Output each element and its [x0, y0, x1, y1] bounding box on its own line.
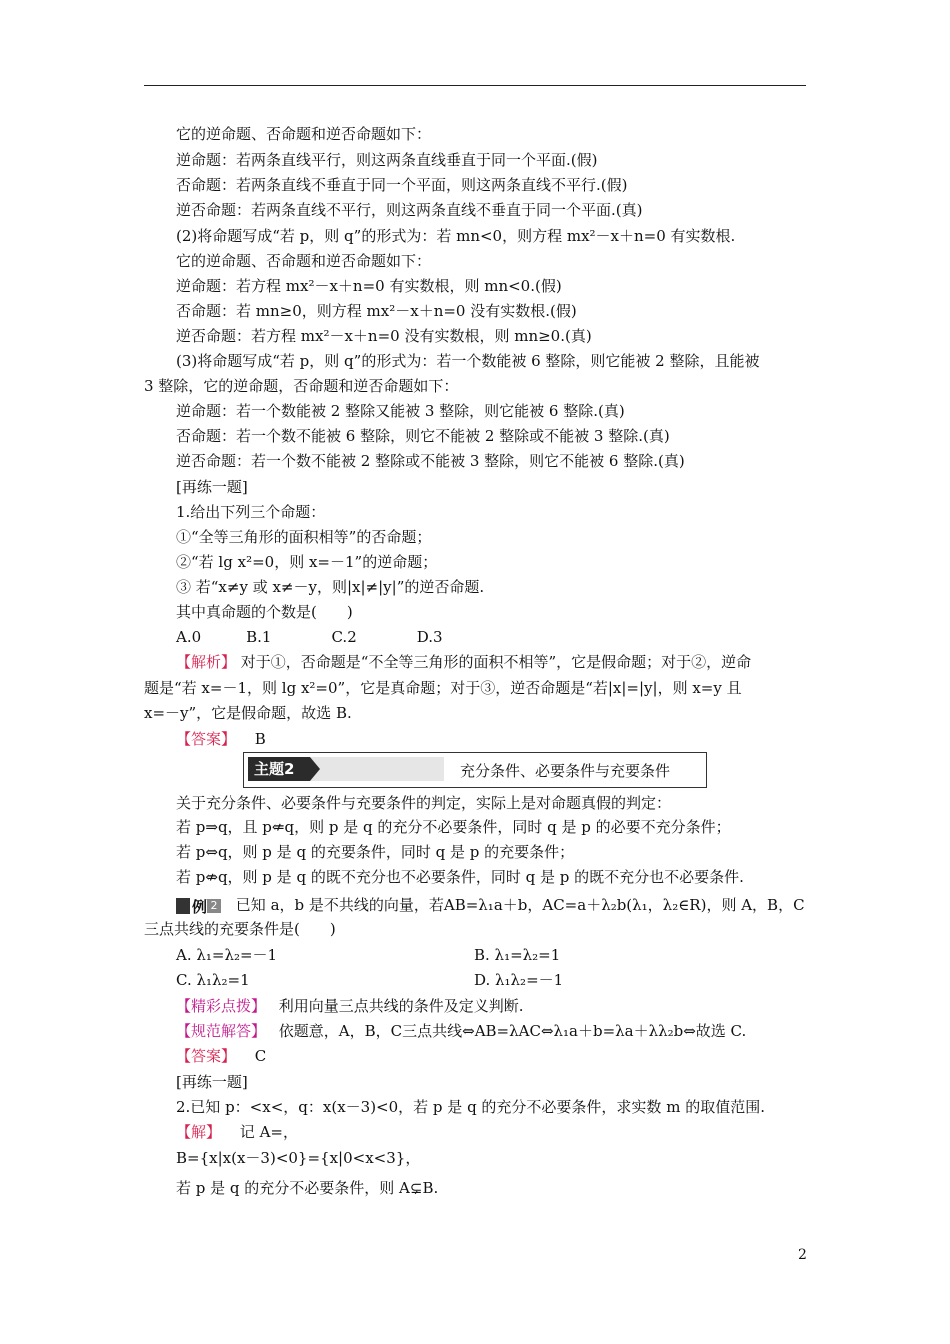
text-line: 三点共线的充要条件是( )	[144, 920, 336, 938]
topic-arrow-icon	[310, 757, 320, 781]
text-line: 否命题：若两条直线不垂直于同一个平面，则这两条直线不平行.(假)	[176, 176, 628, 194]
header-rule	[144, 85, 806, 86]
text-line: 它的逆命题、否命题和逆否命题如下：	[176, 125, 432, 143]
text-line: 若 p 是 q 的充分不必要条件，则 A⊊B.	[176, 1179, 439, 1197]
analysis-text: 对于①，否命题是“不全等三角形的面积不相等”，它是假命题；对于②，逆命	[240, 653, 752, 671]
solve-text: 记 A=，	[239, 1123, 298, 1141]
text-line: ①“全等三角形的面积相等”的否命题；	[176, 528, 432, 546]
text-line: 逆命题：若两条直线平行，则这两条直线垂直于同一个平面.(假)	[176, 151, 598, 169]
text-line: ③ 若“x≠y 或 x≠－y，则|x|≠|y|”的逆否命题.	[176, 578, 485, 596]
option-item: D. λ₁λ₂=－1	[474, 971, 564, 989]
text-line: 它的逆命题、否命题和逆否命题如下：	[176, 252, 432, 270]
topic-tag: 主题2	[248, 757, 310, 781]
text-line: 若 p⇒q，且 p⇍q，则 p 是 q 的充分不必要条件，同时 q 是 p 的必要不充分条件；	[176, 818, 731, 836]
text-line: 逆命题：若一个数能被 2 整除又能被 3 整除，则它能被 6 整除.(真)	[176, 402, 625, 420]
topic-title: 充分条件、必要条件与充要条件	[460, 762, 671, 780]
text-line: 关于充分条件、必要条件与充要条件的判定，实际上是对命题真假的判定：	[176, 794, 672, 812]
example-number: 2	[207, 899, 221, 913]
answer-label: 【答案】	[176, 730, 237, 748]
text-line: A. λ₁=λ₂=－1	[176, 946, 278, 964]
insight-line	[176, 996, 524, 1016]
text-line: 1.给出下列三个命题：	[176, 503, 326, 521]
text-line: B={x|x(x－3)<0}={x|0<x<3}，	[176, 1149, 421, 1167]
topic-banner	[243, 752, 707, 788]
text-line: 题是“若 x=－1，则 lg x²=0”，它是真命题；对于③，逆否命题是“若|x|=|y|，则 x=y 且	[144, 679, 742, 697]
answer-label-2: 【答案】	[176, 1047, 237, 1065]
insight-text: 利用向量三点共线的条件及定义判断.	[278, 997, 524, 1015]
text-line: C. λ₁λ₂=1	[176, 971, 250, 989]
text-line: 否命题：若一个数不能被 6 整除，则它不能被 2 整除或不能被 3 整除.(真)	[176, 427, 670, 445]
option-item: B. λ₁=λ₂=1	[474, 946, 561, 964]
answer-line-2	[176, 1046, 266, 1066]
example-label: 例	[192, 897, 208, 916]
answer-value: B	[254, 730, 266, 748]
solution-line	[176, 1021, 746, 1041]
text-line: (3)将命题写成“若 p，则 q”的形式为：若一个数能被 6 整除，则它能被 2 整除，且能被	[176, 352, 760, 370]
answer-line-1	[176, 729, 266, 749]
text-line: (2)将命题写成“若 p，则 q”的形式为：若 mn<0，则方程 mx²－x＋n=0 有实数根.	[176, 227, 736, 245]
text-line: x=－y”，它是假命题，故选 B.	[144, 704, 352, 722]
insight-label: 【精彩点拨】	[176, 997, 267, 1015]
text-line: 逆否命题：若两条直线不平行，则这两条直线不垂直于同一个平面.(真)	[176, 201, 643, 219]
text-line: [再练一题]	[176, 478, 248, 496]
example-text: 已知 a，b 是不共线的向量，若AB=λ₁a＋b，AC=a＋λ₂b(λ₁，λ₂∈R)，则 A，B，C	[235, 896, 805, 914]
text-line: 3 整除，它的逆命题，否命题和逆否命题如下：	[144, 377, 459, 395]
solve-line	[176, 1122, 298, 1142]
text-line: 若 p⇔q，则 p 是 q 的充要条件，同时 q 是 p 的充要条件；	[176, 843, 575, 861]
analysis-line	[176, 652, 751, 672]
example-line	[176, 894, 805, 917]
analysis-label: 【解析】	[176, 653, 237, 671]
text-line: 否命题：若 mn≥0，则方程 mx²－x＋n=0 没有实数根.(假)	[176, 302, 577, 320]
text-line: 逆否命题：若一个数不能被 2 整除或不能被 3 整除，则它不能被 6 整除.(真)	[176, 452, 685, 470]
example-marker-icon	[176, 898, 190, 914]
text-line: [再练一题]	[176, 1073, 248, 1091]
solution-text: 依题意，A，B，C三点共线⇔AB=λAC⇔λ₁a＋b=λa＋λλ₂b⇔故选 C.	[278, 1022, 747, 1040]
answer-value-2: C	[254, 1047, 267, 1065]
text-line: ②“若 lg x²=0，则 x=－1”的逆命题；	[176, 553, 438, 571]
text-line: 其中真命题的个数是( )	[176, 603, 353, 621]
text-line: 逆否命题：若方程 mx²－x＋n=0 没有实数根，则 mn≥0.(真)	[176, 327, 592, 345]
solution-label: 【规范解答】	[176, 1022, 267, 1040]
solve-label: 【解】	[176, 1123, 222, 1141]
text-line: 2.已知 p：<x<，q：x(x－3)<0，若 p 是 q 的充分不必要条件，求实数 m 的取值范围.	[176, 1098, 765, 1116]
text-line: 若 p⇎q，则 p 是 q 的既不充分也不必要条件，同时 q 是 p 的既不充分也不必要条件.	[176, 868, 744, 886]
text-line: 逆命题：若方程 mx²－x＋n=0 有实数根，则 mn<0.(假)	[176, 277, 562, 295]
text-line: A.0 B.1 C.2 D.3	[176, 628, 443, 646]
page-number: 2	[798, 1247, 807, 1263]
